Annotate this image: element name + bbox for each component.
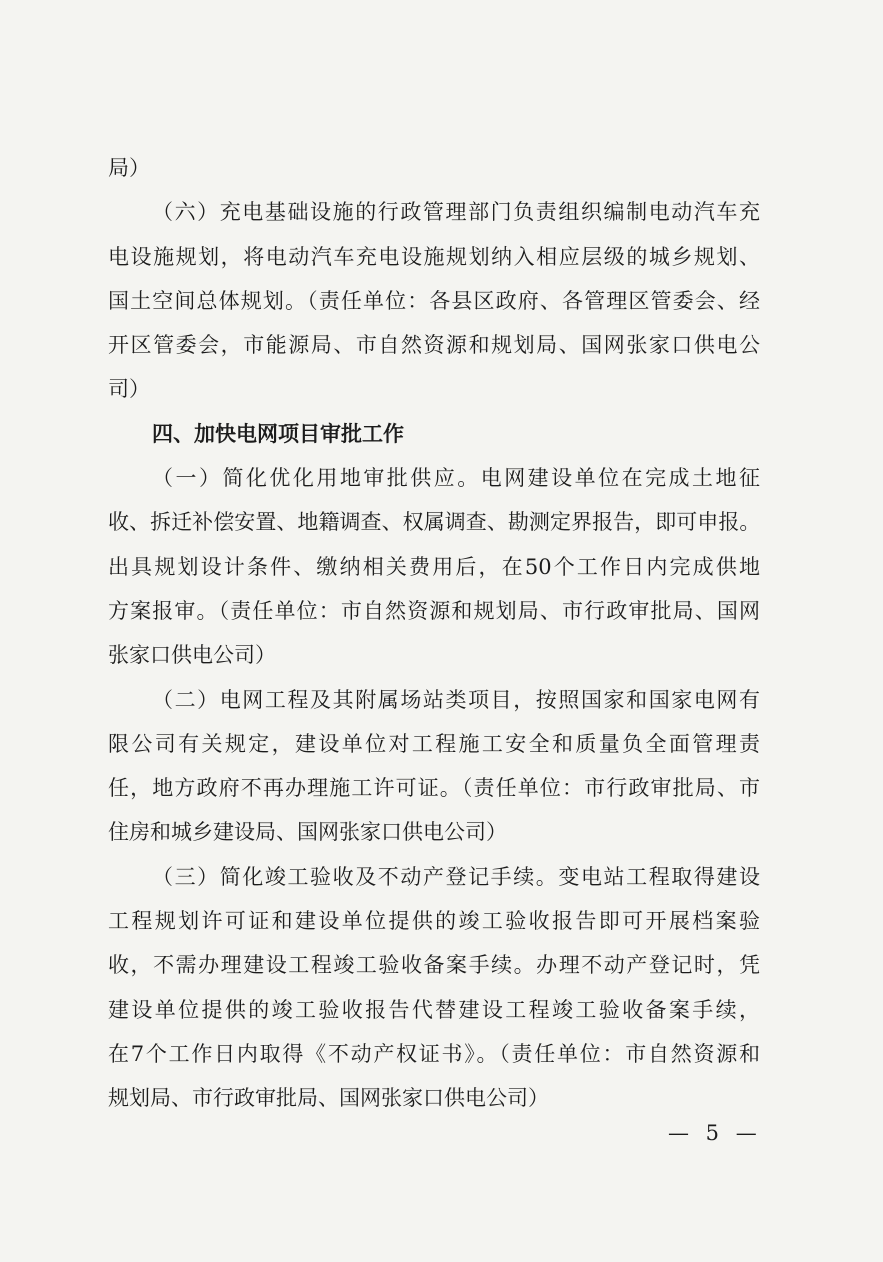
paragraph-line: （二）电网工程及其附属场站类项目，按照国家和国家电网有	[152, 687, 760, 712]
paragraph-continuation	[108, 146, 760, 190]
paragraph-line: 国土空间总体规划。（责任单位：各县区政府、各管理区管委会、经	[108, 288, 760, 313]
paragraph-line: 限公司有关规定，建设单位对工程施工安全和质量负全面管理责	[108, 731, 760, 756]
paragraph-line: 在7个工作日内取得《不动产权证书》。（责任单位：市自然资源和	[108, 1041, 760, 1066]
paragraph-line: （三）简化竣工验收及不动产登记手续。变电站工程取得建设	[152, 864, 760, 889]
paragraph-line: 出具规划设计条件、缴纳相关费用后，在50个工作日内完成供地	[108, 554, 760, 579]
paragraph-line: （六）充电基础设施的行政管理部门负责组织编制电动汽车充	[152, 200, 760, 225]
paragraph-item-3	[108, 855, 760, 1121]
paragraph-item-2	[108, 678, 760, 855]
paragraph-line: 收、拆迁补偿安置、地籍调查、权属调查、勘测定界报告，即可申报。	[108, 510, 760, 535]
paragraph-line: 方案报审。（责任单位：市自然资源和规划局、市行政审批局、国网	[108, 598, 760, 623]
paragraph-line: 张家口供电公司）	[108, 643, 276, 668]
paragraph-line: 住房和城乡建设局、国网张家口供电公司）	[108, 820, 507, 845]
paragraph-line: 司）	[108, 377, 150, 402]
paragraph-item-1	[108, 456, 760, 677]
section-heading: 四、加快电网项目审批工作	[152, 420, 404, 446]
body-text	[108, 146, 760, 1121]
paragraph-line: 局）	[108, 156, 150, 180]
page-number: — 5 —	[668, 1121, 757, 1145]
paragraph-line: 收，不需办理建设工程竣工验收备案手续。办理不动产登记时，凭	[108, 953, 760, 978]
paragraph-line: 电设施规划，将电动汽车充电设施规划纳入相应层级的城乡规划、	[108, 244, 760, 269]
paragraph-item-6	[108, 190, 760, 411]
paragraph-line: 建设单位提供的竣工验收报告代替建设工程竣工验收备案手续，	[108, 997, 760, 1022]
paragraph-line: 开区管委会，市能源局、市自然资源和规划局、国网张家口供电公	[108, 333, 760, 358]
paragraph-line: （一）简化优化用地审批供应。电网建设单位在完成土地征	[152, 466, 760, 491]
paragraph-line: 任，地方政府不再办理施工许可证。（责任单位：市行政审批局、市	[108, 776, 760, 801]
paragraph-line: 规划局、市行政审批局、国网张家口供电公司）	[108, 1086, 549, 1111]
paragraph-line: 工程规划许可证和建设单位提供的竣工验收报告即可开展档案验	[108, 909, 760, 934]
